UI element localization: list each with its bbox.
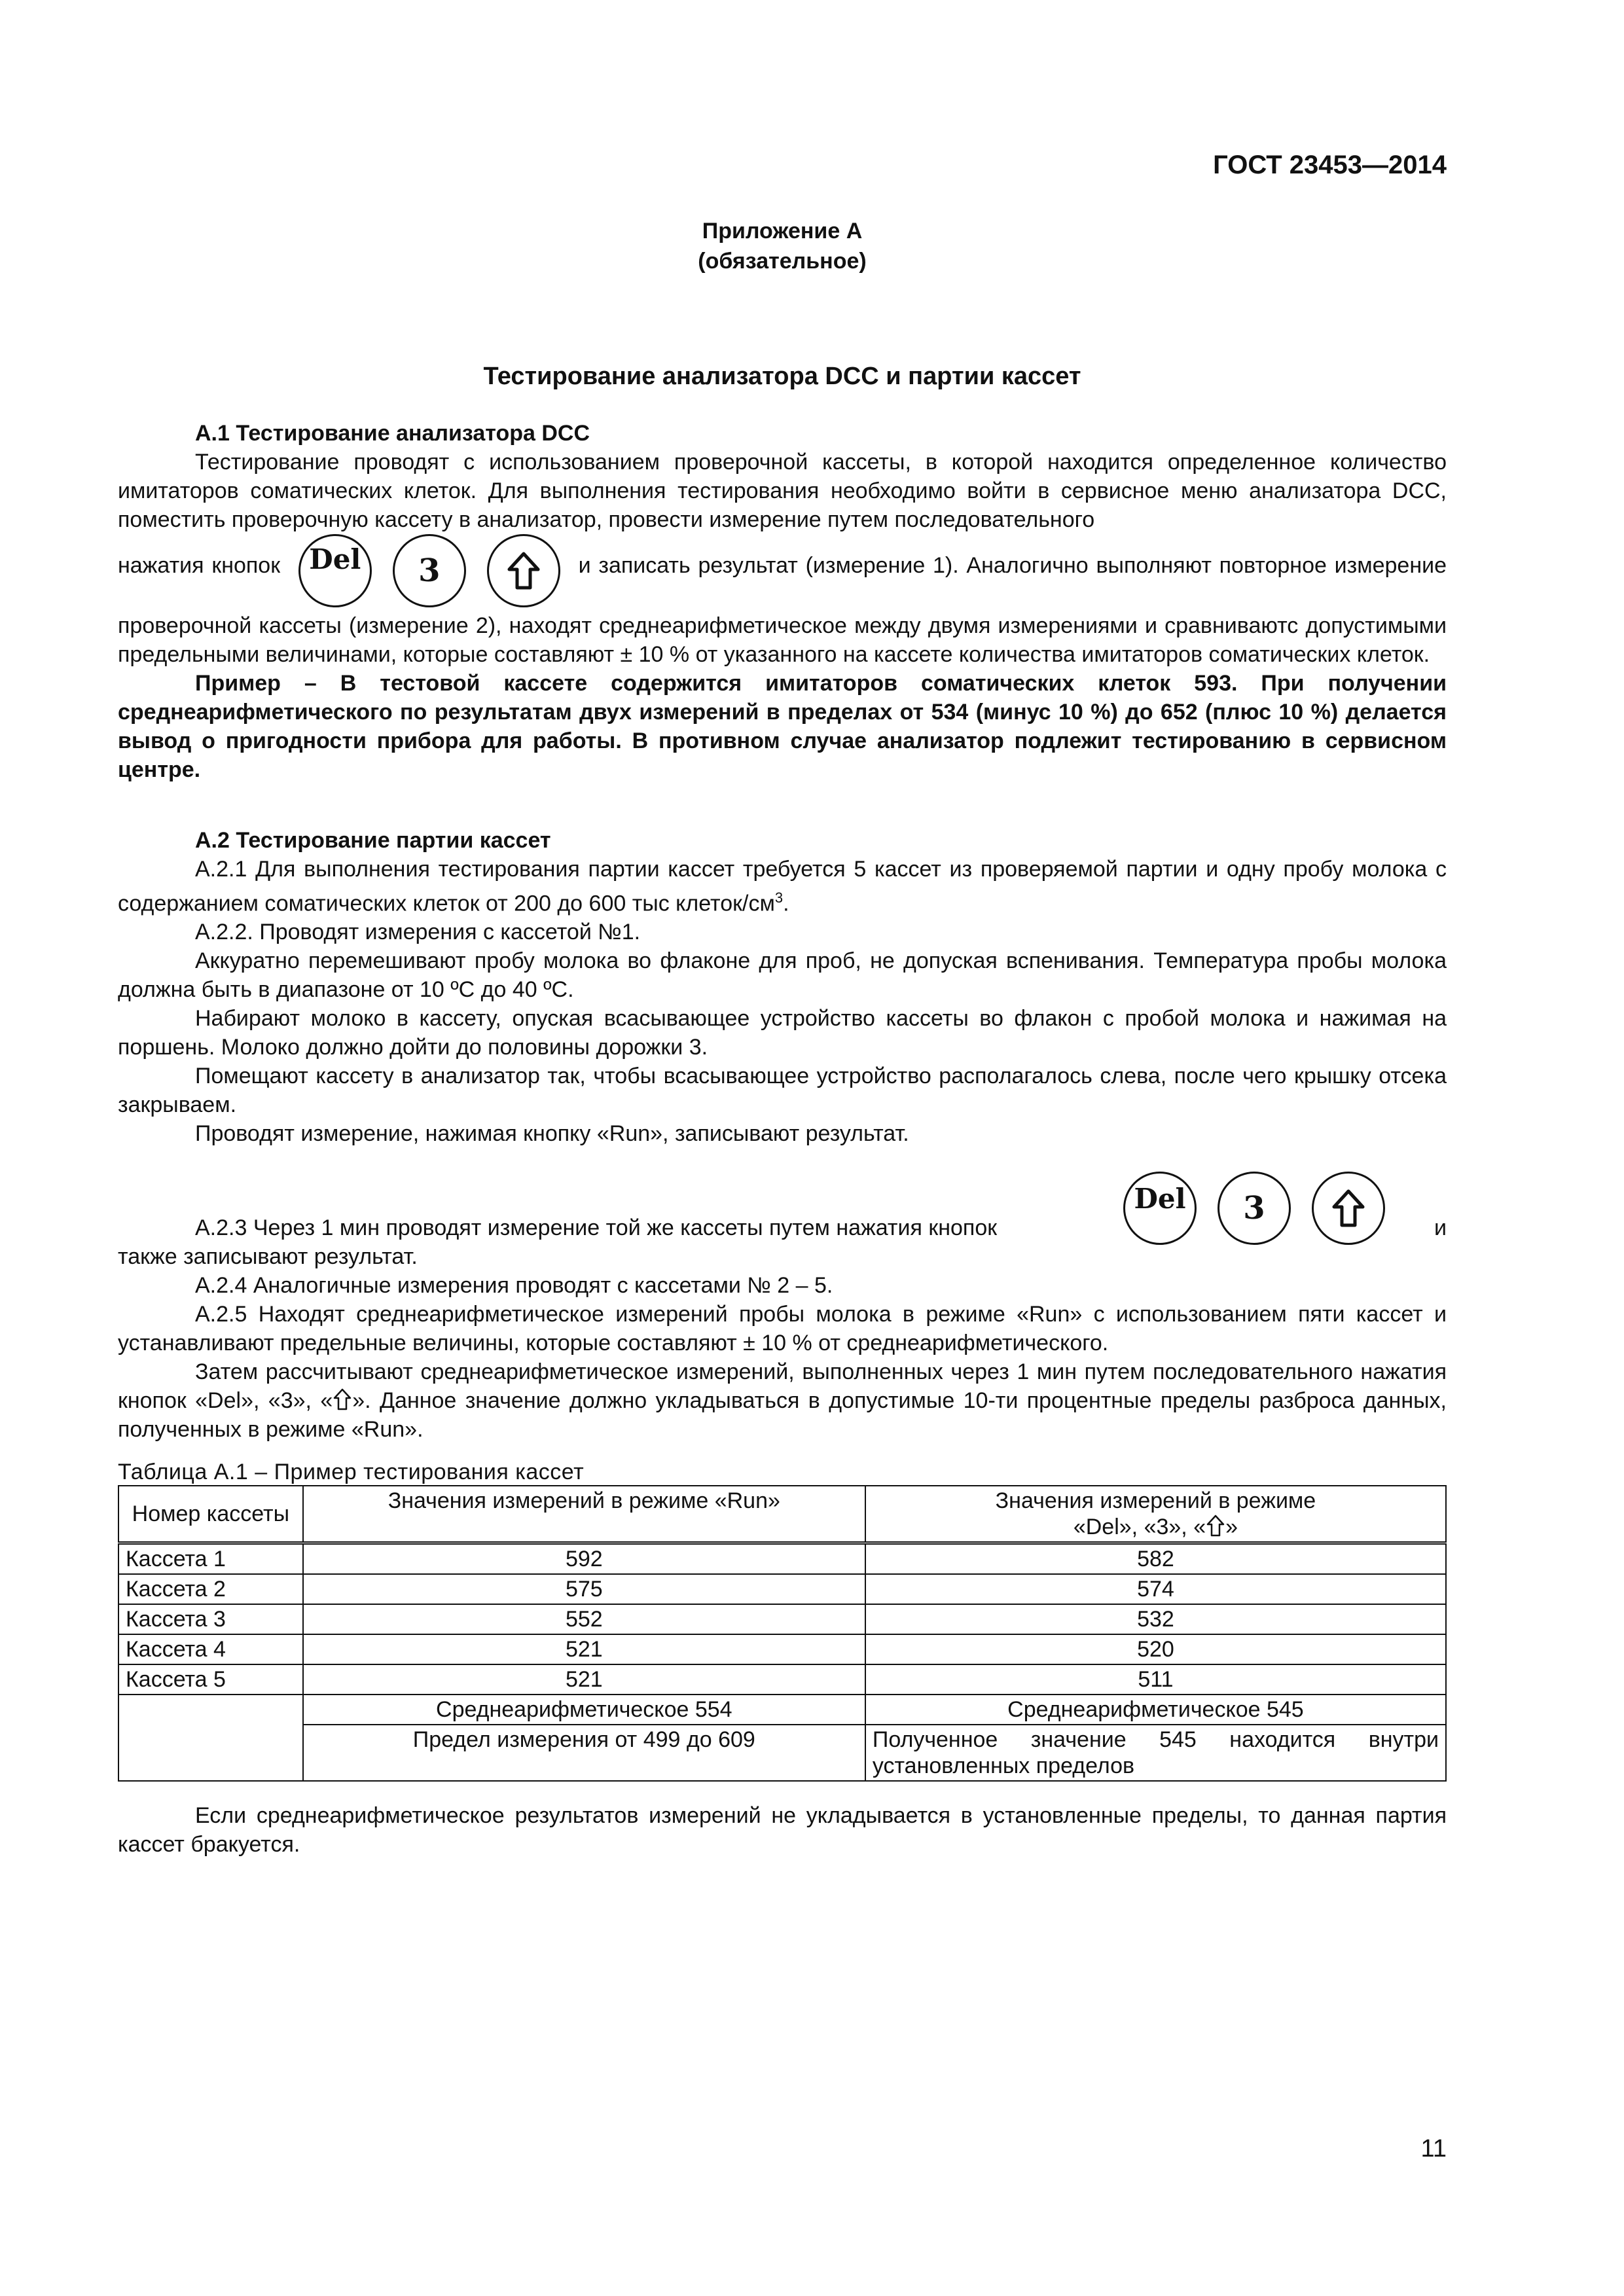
page-number: 11	[1420, 2135, 1447, 2162]
row-del-value: 574	[865, 1574, 1446, 1604]
a2-3-and: и	[1434, 1215, 1447, 1241]
row-run-value: 575	[303, 1574, 865, 1604]
arrow-up-icon	[507, 551, 541, 590]
mean-run: Среднеарифметическое 554	[303, 1695, 865, 1725]
a2-3-text: А.2.3 Через 1 мин проводят измерение той же кассеты путем нажатия кнопок	[195, 1215, 998, 1241]
standard-header: ГОСТ 23453—2014	[1213, 151, 1447, 179]
button-sequence-2	[1113, 1172, 1396, 1245]
row-run-value: 521	[303, 1634, 865, 1664]
then-text-pre: Затем рассчитывают среднеарифметическое измерений, выполненных через 1 мин путем последовательного нажатия кнопок «Del», «3», «	[118, 1359, 1447, 1414]
table-limit-row	[118, 1725, 1446, 1781]
del-button: Del	[298, 534, 372, 607]
arrow-up-button-2	[1312, 1172, 1385, 1245]
a2-heading: А.2 Тестирование партии кассет	[195, 828, 551, 853]
arrow-up-button	[487, 534, 560, 607]
row-run-value: 552	[303, 1604, 865, 1634]
then-paragraph	[118, 1357, 1447, 1444]
header-cassette-number: Номер кассеты	[118, 1486, 303, 1543]
a2-5-paragraph: А.2.5 Находят среднеарифметическое измерений пробы молока в режиме «Run» с использованием пяти кассет и устанавливают предельные величины, которые составляют ± 10 % от среднеарифметического.	[118, 1302, 1447, 1356]
header-del-line1: Значения измерений в режиме	[995, 1488, 1316, 1513]
section-a2	[118, 826, 1447, 1444]
a1-buttons-pre: нажатия кнопок	[118, 553, 281, 578]
final-block	[118, 1801, 1447, 1859]
header-del-values	[865, 1486, 1446, 1543]
row-run-value: 521	[303, 1664, 865, 1695]
row-del-value: 532	[865, 1604, 1446, 1634]
arrow-up-icon	[333, 1388, 352, 1410]
a2-1-end: .	[783, 891, 789, 916]
a1-buttons-post: и записать результат (измерение 1). Аналогично выполняют повторное измерение проверочной кассеты (измерение 2), находят среднеарифметическое между двумя измерениями и сравниваютс допустимыми предельными величинами, которые составляют ± 10 % от указанного на кассете количества имитаторов соматических клеток.	[118, 553, 1447, 667]
header-del-line2-post: »	[1225, 1515, 1238, 1539]
table-row	[118, 1574, 1446, 1604]
table-caption: Таблица А.1 – Пример тестирования кассет	[118, 1460, 585, 1484]
results-table	[118, 1485, 1447, 1782]
button-sequence	[288, 534, 571, 607]
a2-3-continuation: также записывают результат.	[118, 1244, 418, 1270]
limit-run: Предел измерения от 499 до 609	[303, 1725, 865, 1781]
row-name: Кассета 2	[118, 1574, 303, 1604]
table-mean-row	[118, 1695, 1446, 1725]
table-row	[118, 1664, 1446, 1695]
table-row	[118, 1604, 1446, 1634]
a2-3-paragraph	[118, 1157, 1447, 1242]
table-row	[118, 1543, 1446, 1575]
three-button-2: 3	[1218, 1172, 1291, 1245]
del-button-2: Del	[1123, 1172, 1197, 1245]
a2-4-paragraph: А.2.4 Аналогичные измерения проводят с кассетами № 2 – 5.	[195, 1273, 833, 1299]
fill-paragraph: Набирают молоко в кассету, опуская всасывающее устройство кассеты во флакон с пробой молока и нажимая на поршень. Молоко должно дойти до половины дорожки 3.	[118, 1006, 1447, 1060]
then-text-post: ». Данное значение должно укладываться в допустимые 10-ти процентные пределы разброса данных, полученных в режиме «Run».	[118, 1388, 1447, 1443]
empty-cell	[118, 1695, 303, 1781]
row-del-value: 520	[865, 1634, 1446, 1664]
three-button: 3	[393, 534, 466, 607]
annex-block	[118, 216, 1447, 276]
row-del-value: 511	[865, 1664, 1446, 1695]
annex-status: (обязательное)	[698, 249, 867, 274]
row-del-value: 582	[865, 1543, 1446, 1575]
a1-paragraph-1: Тестирование проводят с использованием проверочной кассеты, в которой находится определенное количество имитаторов соматических клеток. Для выполнения тестирования необходимо войти в сервисное меню анализатора DCC, поместить проверочную кассету в анализатор, провести измерение путем последовательного	[118, 450, 1447, 532]
a1-paragraph-2	[118, 538, 1447, 669]
mean-del: Среднеарифметическое 545	[865, 1695, 1446, 1725]
a1-heading: А.1 Тестирование анализатора DCC	[195, 421, 590, 446]
a2-1-paragraph	[118, 855, 1447, 918]
header-del-line2	[873, 1514, 1439, 1540]
a2-1-text: А.2.1 Для выполнения тестирования партии кассет требуется 5 кассет из проверяемой партии и одну пробу молока с содержанием соматических клеток от 200 до 600 тыс клеток/см	[118, 857, 1447, 916]
document-page	[118, 0, 1447, 2296]
row-run-value: 592	[303, 1543, 865, 1575]
run-paragraph: Проводят измерение, нажимая кнопку «Run», записывают результат.	[195, 1121, 909, 1147]
table-header-row	[118, 1486, 1446, 1543]
header-run-values: Значения измерений в режиме «Run»	[303, 1486, 865, 1543]
arrow-up-icon	[1206, 1515, 1225, 1537]
arrow-up-icon	[1331, 1189, 1365, 1228]
row-name: Кассета 5	[118, 1664, 303, 1695]
row-name: Кассета 1	[118, 1543, 303, 1575]
limit-del: Полученное значение 545 находится внутри установленных пределов	[865, 1725, 1446, 1781]
main-title: Тестирование анализатора DCC и партии кассет	[483, 363, 1081, 390]
section-a1	[118, 419, 1447, 784]
mix-paragraph: Аккуратно перемешивают пробу молока во флаконе для проб, не допуская вспенивания. Температура пробы молока должна быть в диапазоне от 10 ºС до 40 ºС.	[118, 948, 1447, 1003]
table-block	[118, 1460, 1447, 1782]
header-del-line2-pre: «Del», «3», «	[1073, 1515, 1206, 1539]
final-paragraph: Если среднеарифметическое результатов измерений не укладывается в установленные пределы, то данная партия кассет бракуется.	[118, 1803, 1447, 1857]
row-name: Кассета 3	[118, 1604, 303, 1634]
a2-1-sup: 3	[774, 889, 784, 906]
a1-example: Пример – В тестовой кассете содержится имитаторов соматических клеток 593. При получении среднеарифметического по результатам двух измерений в пределах от 534 (минус 10 %) до 652 (плюс 10 %) делается вывод о пригодности прибора для работы. В противном случае анализатор подлежит тестированию в сервисном центре.	[118, 671, 1447, 782]
a2-2-paragraph: А.2.2. Проводят измерения с кассетой №1.	[195, 920, 641, 945]
table-row	[118, 1634, 1446, 1664]
row-name: Кассета 4	[118, 1634, 303, 1664]
place-paragraph: Помещают кассету в анализатор так, чтобы всасывающее устройство располагалось слева, после чего крышку отсека закрываем.	[118, 1064, 1447, 1118]
annex-title: Приложение А	[702, 219, 863, 243]
